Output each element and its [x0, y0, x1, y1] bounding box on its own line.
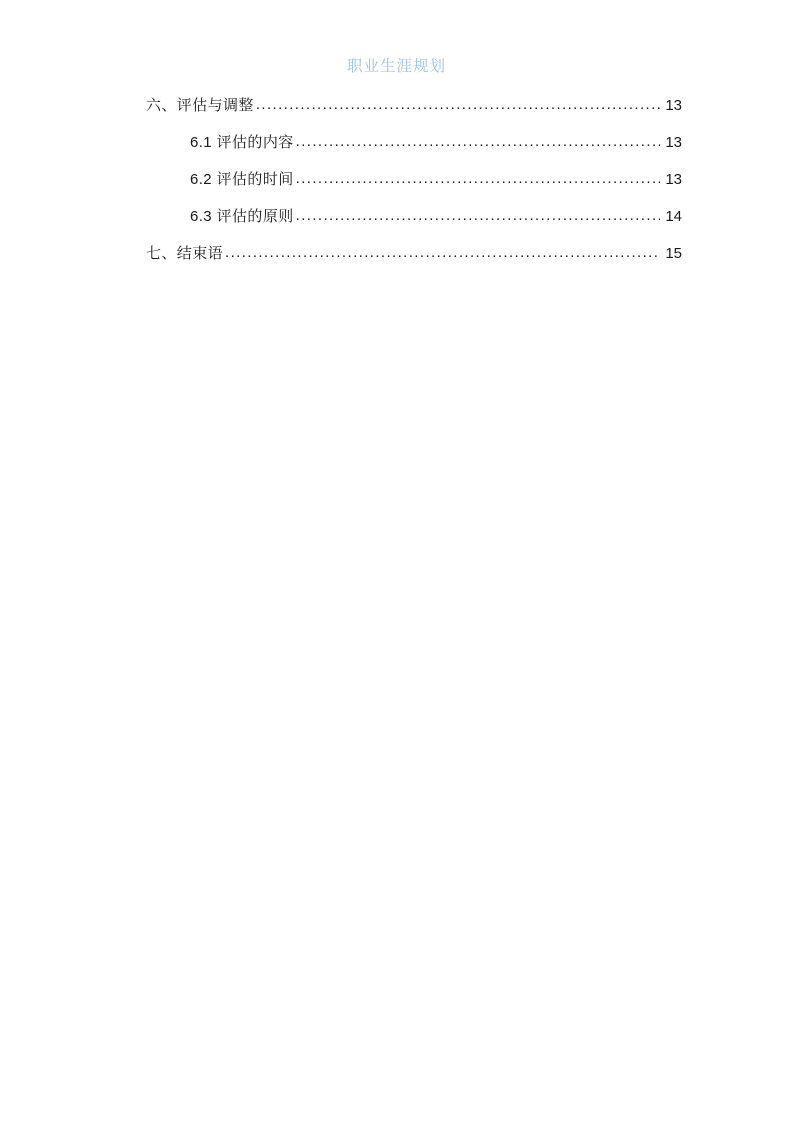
toc-entry[interactable]: [112, 172, 682, 187]
toc-leader-dots: [296, 171, 660, 186]
table-of-contents: [112, 98, 682, 283]
toc-entry[interactable]: [112, 98, 682, 113]
toc-entry[interactable]: [112, 135, 682, 150]
toc-leader-dots: [296, 134, 660, 149]
toc-entry-page: 13: [665, 134, 682, 151]
page-header-title: 职业生涯规划: [346, 58, 446, 75]
toc-entry-page: 13: [665, 171, 682, 188]
toc-leader-dots: [256, 97, 660, 112]
toc-entry-label: 6.3 评估的原则: [190, 208, 294, 225]
toc-entry[interactable]: [112, 246, 682, 261]
toc-entry-label: 6.2 评估的时间: [190, 171, 294, 188]
toc-leader-dots: [296, 208, 660, 223]
toc-entry-page: 15: [665, 245, 682, 262]
toc-entry-page: 13: [665, 97, 682, 114]
toc-entry-page: 14: [665, 208, 682, 225]
toc-leader-dots: [225, 245, 660, 260]
toc-entry-label: 6.1 评估的内容: [190, 134, 294, 151]
toc-entry-label: 六、评估与调整: [146, 97, 254, 114]
toc-entry-label: 七、结束语: [146, 245, 224, 262]
toc-entry[interactable]: [112, 209, 682, 224]
